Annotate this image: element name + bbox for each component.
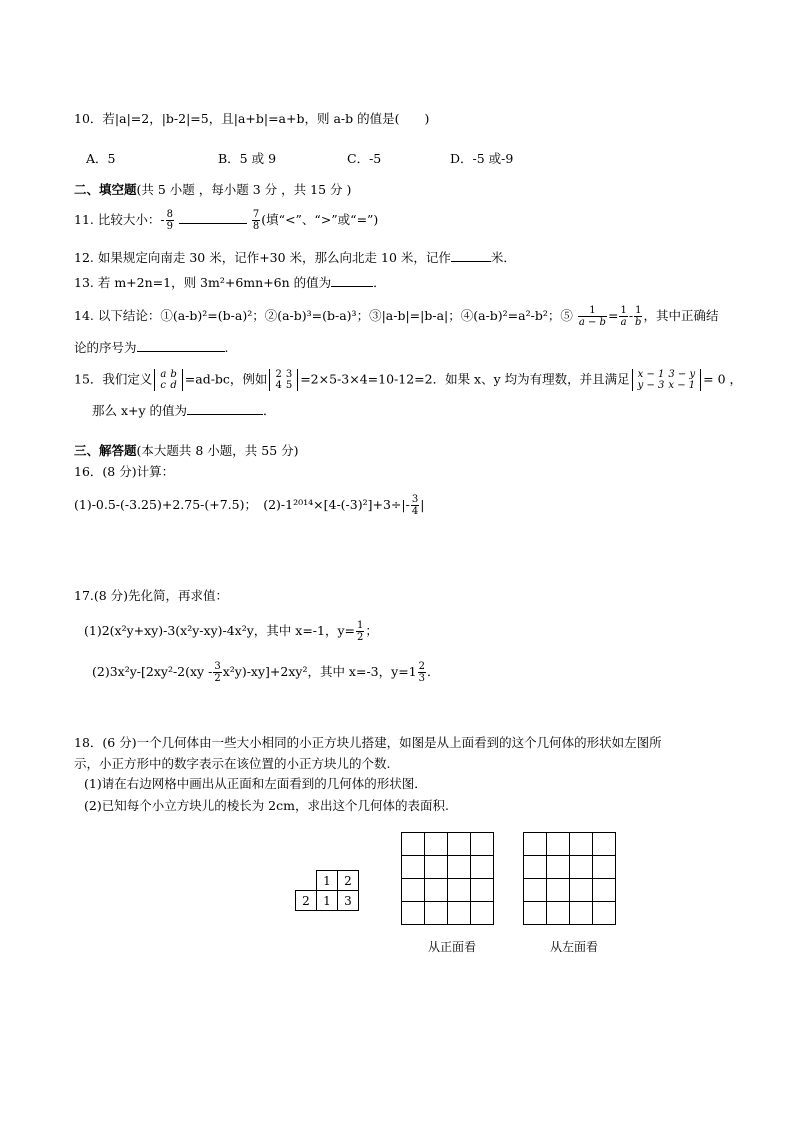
section3-heading: 三、解答题(本大题共 8 小题，共 55 分) — [74, 443, 299, 458]
left-view-caption: 从左面看 — [550, 940, 599, 954]
top-view-cell: 1 — [317, 871, 338, 891]
q10-option-c: C．-5 — [347, 151, 382, 166]
q13: 13. 若 m+2n=1，则 3m²+6mn+6n 的值为 ． — [74, 275, 386, 290]
top-view-cell: 2 — [296, 891, 317, 911]
front-view-grid[interactable] — [401, 832, 494, 925]
q18-line1: 18．(6 分)一个几何体由一些大小相同的小正方块儿搭建，如图是从上面看到的这个几何体的形状如左图所 — [74, 735, 662, 750]
q14-answer-blank[interactable] — [137, 339, 225, 352]
q11-answer-blank[interactable] — [179, 211, 247, 224]
q10-option-d: D．-5 或-9 — [450, 151, 514, 166]
top-view-cell — [296, 871, 317, 891]
section2-heading: 二、填空题(共 5 小题 ，每小题 3 分 ，共 15 分 ) — [74, 182, 352, 197]
q10-option-b: B．5 或 9 — [218, 151, 277, 166]
q12: 12. 如果规定向南走 30 米，记作+30 米，那么向北走 10 米，记作 米． — [74, 250, 516, 265]
q14-line1: 14. 以下结论：①(a-b)²=(b-a)²；②(a-b)³=(b-a)³；③|a-b|=|b-a|；④(a-b)²=a²-b²；⑤ $\frac{1}{a - b}$ = $\frac{1}{a}$ - $\frac{1}{b}$ ，其中正确结 — [74, 305, 719, 328]
q17-part2: (2)3x²y-[2xy²-2(xy - $\frac{3}{2}$ x²y)-xy]+2xy²，其中 x=-3，y=1 $\frac{2}{3}$ ． — [92, 661, 440, 684]
q17-title: 17.(8 分)先化简，再求值： — [74, 588, 229, 603]
q10-stem: 10．若|a|=2，|b-2|=5，且|a+b|=a+b，则 a-b 的值是( ) — [74, 111, 430, 126]
q15-answer-blank[interactable] — [187, 402, 263, 415]
determinant-example: 2 3 4 5 — [269, 369, 298, 391]
q13-answer-blank[interactable] — [331, 274, 373, 287]
determinant-condition: x − 1 3 − y y − 3 x − 1 — [632, 369, 702, 391]
q15-line2: 那么 x+y 的值为 ． — [92, 403, 276, 418]
top-view-grid — [295, 870, 359, 911]
top-view-cell: 2 — [338, 871, 359, 891]
q14-line2: 论的序号为 . — [74, 340, 229, 355]
front-view-caption: 从正面看 — [428, 940, 477, 954]
q17-part1: (1)2(x²y+xy)-3(x²y-xy)-4x²y，其中 x=-1，y= $\frac{1}{2}$ ； — [84, 620, 378, 643]
left-view-grid[interactable] — [523, 832, 616, 925]
determinant-definition: a b c d — [154, 369, 182, 391]
top-view-cell: 1 — [317, 891, 338, 911]
q11: 11. 比较大小：- $\frac{8}{9}$ $\frac{7}{8}$ (填“<”、“>”或“=”) — [74, 209, 379, 232]
q16-title: 16．(8 分)计算： — [74, 464, 175, 479]
q10-option-a: A．5 — [86, 151, 116, 166]
q12-answer-blank[interactable] — [451, 249, 491, 262]
top-view-cell: 3 — [338, 891, 359, 911]
q18-line4: (2)已知每个小立方块儿的棱长为 2cm，求出这个几何体的表面积. — [84, 798, 449, 813]
q18-line3: (1)请在右边网格中画出从正面和左面看到的几何体的形状图． — [84, 776, 427, 791]
q18-line2: 示，小正方形中的数字表示在该位置的小正方块儿的个数. — [74, 756, 391, 771]
q15-line1: 15．我们定义 a b c d =ad-bc，例如 2 3 4 5 =2×5-3×4=10-12=2．如果 x、y 均为有理数，并且满足 x − 1 3 − y y − 3 x − 1 = 0 ， — [74, 369, 743, 391]
q16-parts: (1)-0.5-(-3.25)+2.75-(+7.5)； (2)-1²⁰¹⁴×[4-(-3)²]+3÷|- $\frac{3}{4}$ | — [74, 494, 425, 517]
